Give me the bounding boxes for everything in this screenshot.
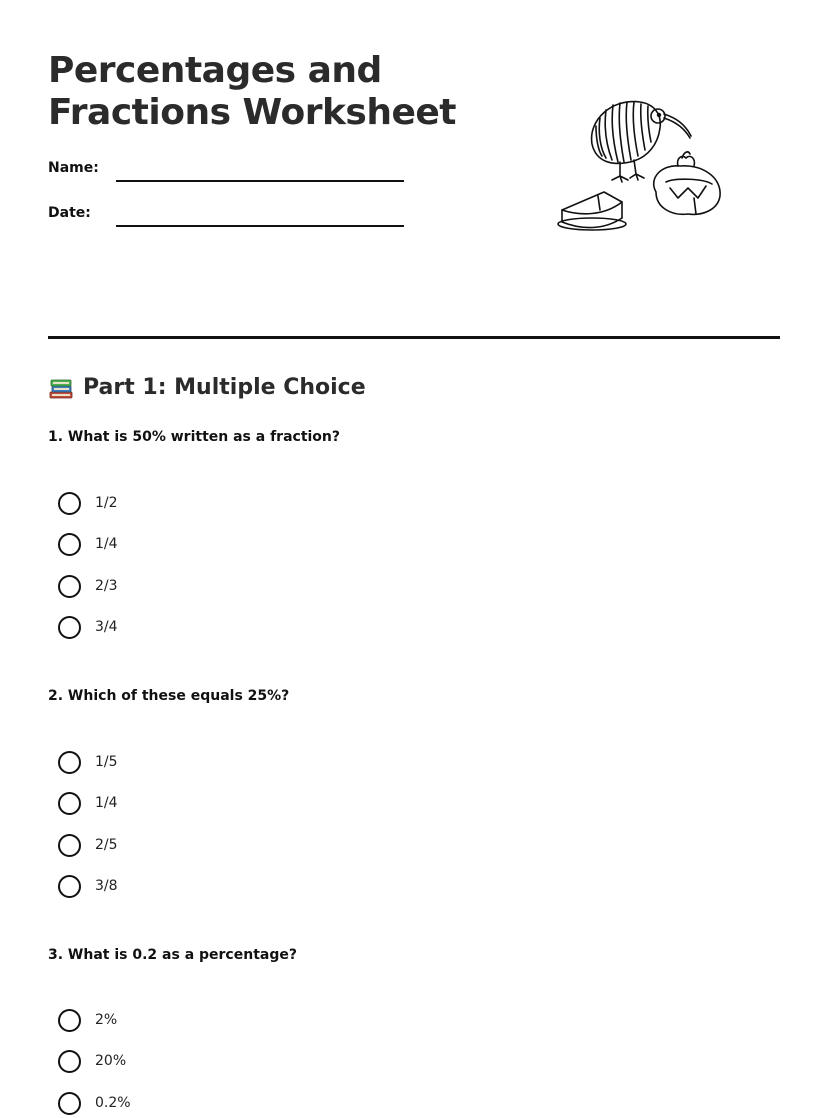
option-label: 1/2 [95,495,118,511]
q2-option-4[interactable] [58,873,118,899]
radio-button[interactable] [58,751,81,774]
date-field-line[interactable] [116,225,404,227]
q1-option-1[interactable] [58,490,118,516]
title-line-1: Percentages and [48,50,382,91]
radio-button[interactable] [58,575,81,598]
q2-option-3[interactable] [58,832,118,858]
section-divider [48,336,780,339]
question-2: 2. Which of these equals 25%? [48,688,290,704]
q2-option-1[interactable] [58,749,118,775]
option-label: 2/5 [95,837,118,853]
radio-button[interactable] [58,533,81,556]
option-label: 0.2% [95,1095,131,1111]
option-label: 3/8 [95,878,118,894]
option-label: 2% [95,1012,118,1028]
q2-option-2[interactable] [58,790,118,816]
radio-button[interactable] [58,1050,81,1073]
option-label: 1/5 [95,754,118,770]
radio-button[interactable] [58,792,81,815]
date-label: Date: [48,205,91,221]
q3-option-2[interactable] [58,1048,126,1074]
q3-option-1[interactable] [58,1007,117,1033]
radio-button[interactable] [58,834,81,857]
title-line-2: Fractions Worksheet [48,92,456,133]
q1-option-3[interactable] [58,573,118,599]
option-label: 20% [95,1053,127,1069]
question-3: 3. What is 0.2 as a percentage? [48,947,297,963]
name-label: Name: [48,160,99,176]
radio-button[interactable] [58,875,81,898]
part1-heading [48,372,366,404]
option-label: 3/4 [95,619,118,635]
q1-option-2[interactable] [58,531,118,557]
books-icon [48,375,74,401]
page-title [48,50,456,134]
name-field-line[interactable] [116,180,404,182]
kiwi-desserts-illustration-icon [552,92,732,242]
option-label: 1/4 [95,536,118,552]
question-1: 1. What is 50% written as a fraction? [48,429,341,445]
option-label: 2/3 [95,578,118,594]
q3-option-3[interactable] [58,1090,131,1116]
radio-button[interactable] [58,1092,81,1115]
radio-button[interactable] [58,1009,81,1032]
radio-button[interactable] [58,492,81,515]
q1-option-4[interactable] [58,614,118,640]
option-label: 1/4 [95,795,118,811]
radio-button[interactable] [58,616,81,639]
part1-heading-text: Part 1: Multiple Choice [83,375,366,400]
